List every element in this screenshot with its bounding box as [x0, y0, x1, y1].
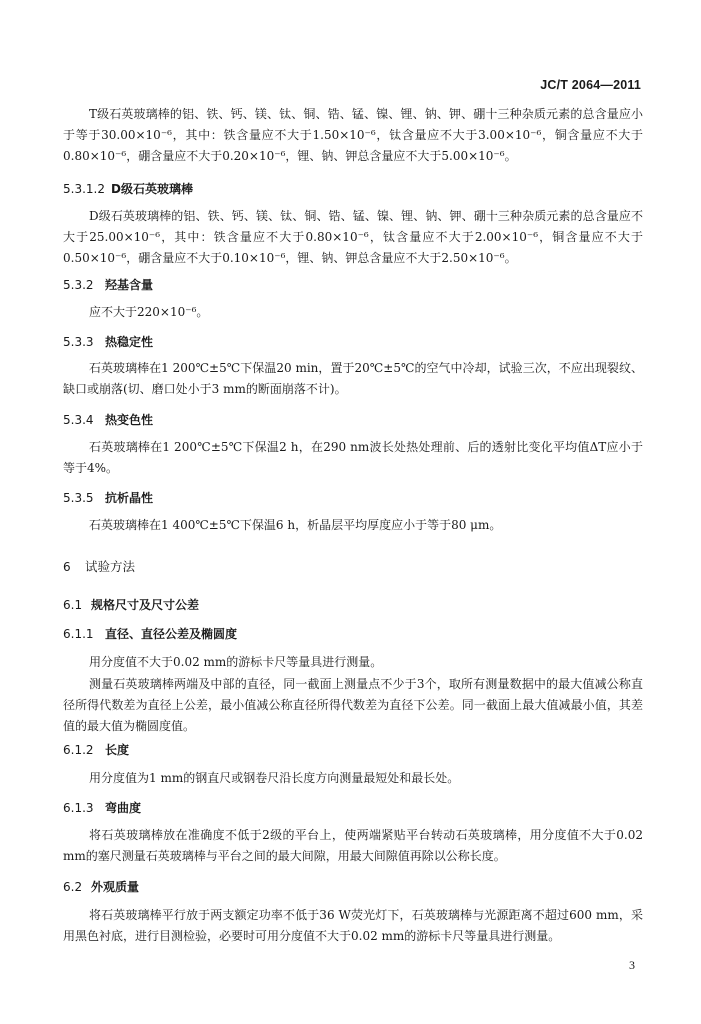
paragraph-appearance-inspection: 将石英玻璃棒平行放于两支额定功率不低于36 W荧光灯下，石英玻璃棒与光源距离不超过600 mm，采用黑色衬底，进行目测检验，必要时可用分度值不大于0.02 mm的游标卡尺等量具进行测量。: [63, 908, 643, 943]
heading-title: 热变色性: [105, 413, 154, 427]
paragraph-bending-measurement: 将石英玻璃棒放在准确度不低于2级的平台上，使两端紧贴平台转动石英玻璃棒，用分度值不大于0.02 mm的塞尺测量石英玻璃棒与平台之间的最大间隙，用最大间隙值再除以公称长度。: [63, 828, 643, 863]
heading-number: 5.3.4: [63, 413, 94, 427]
paragraph-diameter-measurement: 测量石英玻璃棒两端及中部的直径，同一截面上测量点不少于3个，取所有测量数据中的最大值减公称直径所得代数差为直径上公差，最小值减公称直径所得代数差为直径下公差。同一截面上最大值减最小值，其差值的最大值为椭圆度值。: [63, 677, 643, 733]
heading-number: 6.1.3: [63, 801, 94, 815]
heading-number: 5.3.1.2: [63, 182, 105, 196]
heading-5-3-1-2: [63, 180, 643, 198]
heading-5-3-3: [63, 333, 643, 351]
heading-title: 直径、直径公差及椭圆度: [105, 627, 238, 641]
heading-title: 热稳定性: [105, 335, 154, 349]
paragraph-t-grade-impurities: T级石英玻璃棒的铝、铁、钙、镁、钛、铜、锆、锰、镍、锂、钠、钾、硼十三种杂质元素的总含量应小于等于30.00×10⁻⁶，其中：铁含量应不大于1.50×10⁻⁶，钛含量应不大于3.00×10⁻⁶，铜含量应不大于0.80×10⁻⁶，硼含量应不大于0.20×10⁻⁶，锂、钠、钾总含量应不大于5.00×10⁻⁶。: [63, 107, 643, 163]
paragraph-thermal-discoloration: 石英玻璃棒在1 200℃±5℃下保温2 h，在290 nm波长处热处理前、后的透射比变化平均值ΔT应小于等于4%。: [63, 440, 643, 475]
heading-number: 5.3.3: [63, 335, 94, 349]
heading-5-3-5: [63, 489, 643, 507]
heading-5-3-4: [63, 411, 643, 429]
heading-5-3-2: [63, 276, 643, 294]
heading-title: 弯曲度: [105, 801, 142, 815]
paragraph-caliper-measurement: 用分度值不大于0.02 mm的游标卡尺等量具进行测量。: [89, 655, 383, 669]
heading-title: 试验方法: [85, 559, 136, 574]
page-number: 3: [629, 958, 635, 972]
heading-title: 外观质量: [91, 880, 140, 894]
paragraph-devitrification-resistance: 石英玻璃棒在1 400℃±5℃下保温6 h，析晶层平均厚度应小于等于80 μm。: [89, 518, 502, 532]
heading-6-1-1: [63, 625, 643, 643]
heading-number: 6.1: [63, 598, 83, 612]
paragraph-length-measurement: 用分度值为1 mm的钢直尺或钢卷尺沿长度方向测量最短处和最长处。: [89, 771, 460, 785]
heading-title: 羟基含量: [105, 278, 154, 292]
heading-title: 长度: [105, 743, 130, 757]
heading-title: 规格尺寸及尺寸公差: [91, 598, 200, 612]
paragraph-d-grade-impurities: D级石英玻璃棒的铝、铁、钙、镁、钛、铜、锆、锰、镍、锂、钠、钾、硼十三种杂质元素的总含量应不大于25.00×10⁻⁶，其中：铁含量应不大于0.80×10⁻⁶，钛含量应不大于2.00×10⁻⁶，铜含量应不大于0.50×10⁻⁶，硼含量应不大于0.10×10⁻⁶，锂、钠、钾总含量应不大于2.50×10⁻⁶。: [63, 209, 643, 265]
heading-6: [63, 558, 643, 576]
heading-number: 6: [63, 560, 71, 574]
heading-6-1-3: [63, 799, 643, 817]
standard-code: JC/T 2064—2011: [540, 78, 641, 92]
heading-number: 6.1.1: [63, 627, 94, 641]
heading-number: 6.2: [63, 880, 83, 894]
heading-number: 5.3.2: [63, 278, 94, 292]
heading-6-1-2: [63, 741, 643, 759]
heading-6-2: [63, 878, 643, 896]
paragraph-hydroxyl-content: 应不大于220×10⁻⁶。: [89, 305, 209, 319]
heading-title: D级石英玻璃棒: [110, 182, 193, 196]
heading-title: 抗析晶性: [105, 491, 154, 505]
heading-6-1: [63, 596, 643, 614]
heading-number: 5.3.5: [63, 491, 94, 505]
paragraph-thermal-stability: 石英玻璃棒在1 200℃±5℃下保温20 min，置于20℃±5℃的空气中冷却，试验三次，不应出现裂纹、缺口或崩落(切、磨口处小于3 mm的断面崩落不计)。: [63, 361, 643, 396]
heading-number: 6.1.2: [63, 743, 94, 757]
